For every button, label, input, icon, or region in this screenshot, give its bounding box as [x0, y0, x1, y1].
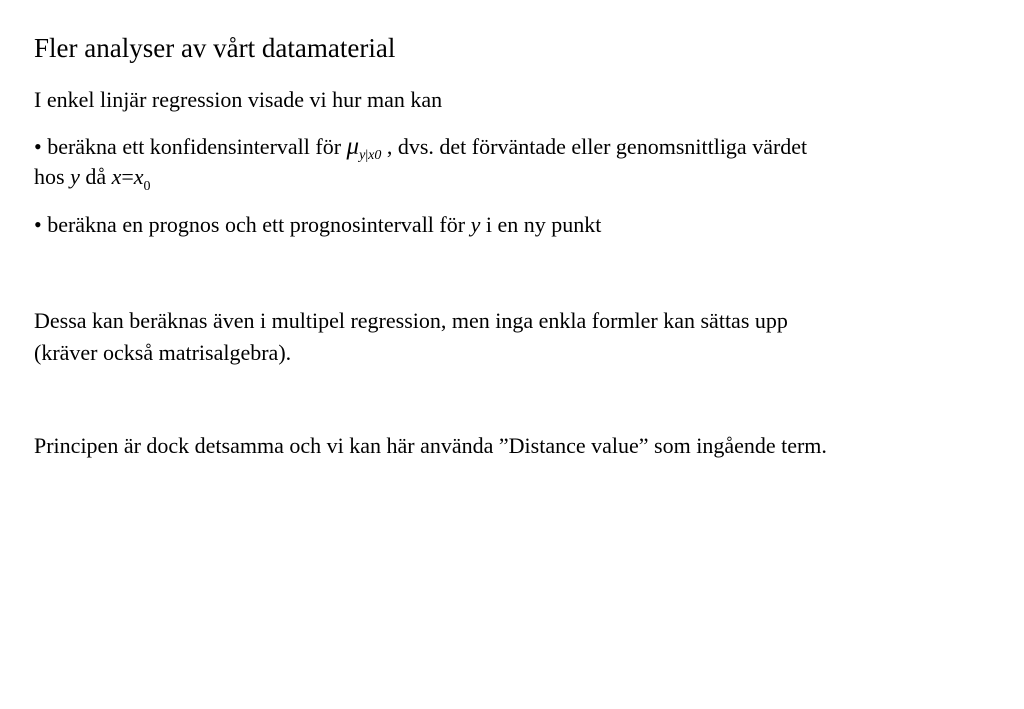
paragraph-multiple-regression-line2: (kräver också matrisalgebra).	[34, 340, 292, 365]
bullet-confidence-interval-line2: hos y då $x=x_0$	[34, 164, 151, 194]
paragraph-distance-value: Principen är dock detsamma och vi kan här använda ”Distance value” som ingående term.	[34, 433, 827, 458]
bullet1-prefix: • beräkna ett konfidensintervall för	[34, 134, 347, 159]
slide-title: Fler analyser av vårt datamaterial	[34, 33, 396, 63]
bullet-confidence-interval	[34, 133, 807, 165]
bullet1-middle: , dvs. det förväntade eller genomsnittliga värdet	[381, 134, 808, 159]
bullet-prediction-interval: • beräkna en prognos och ett prognosintervall för y i en ny punkt	[34, 212, 602, 237]
mu-symbol: μ	[346, 133, 360, 160]
paragraph-multiple-regression-line1: Dessa kan beräknas även i multipel regression, men inga enkla formler kan sättas upp	[34, 308, 788, 333]
mu-subscript: y|x0	[359, 148, 382, 163]
intro-text: I enkel linjär regression visade vi hur man kan	[34, 87, 443, 112]
